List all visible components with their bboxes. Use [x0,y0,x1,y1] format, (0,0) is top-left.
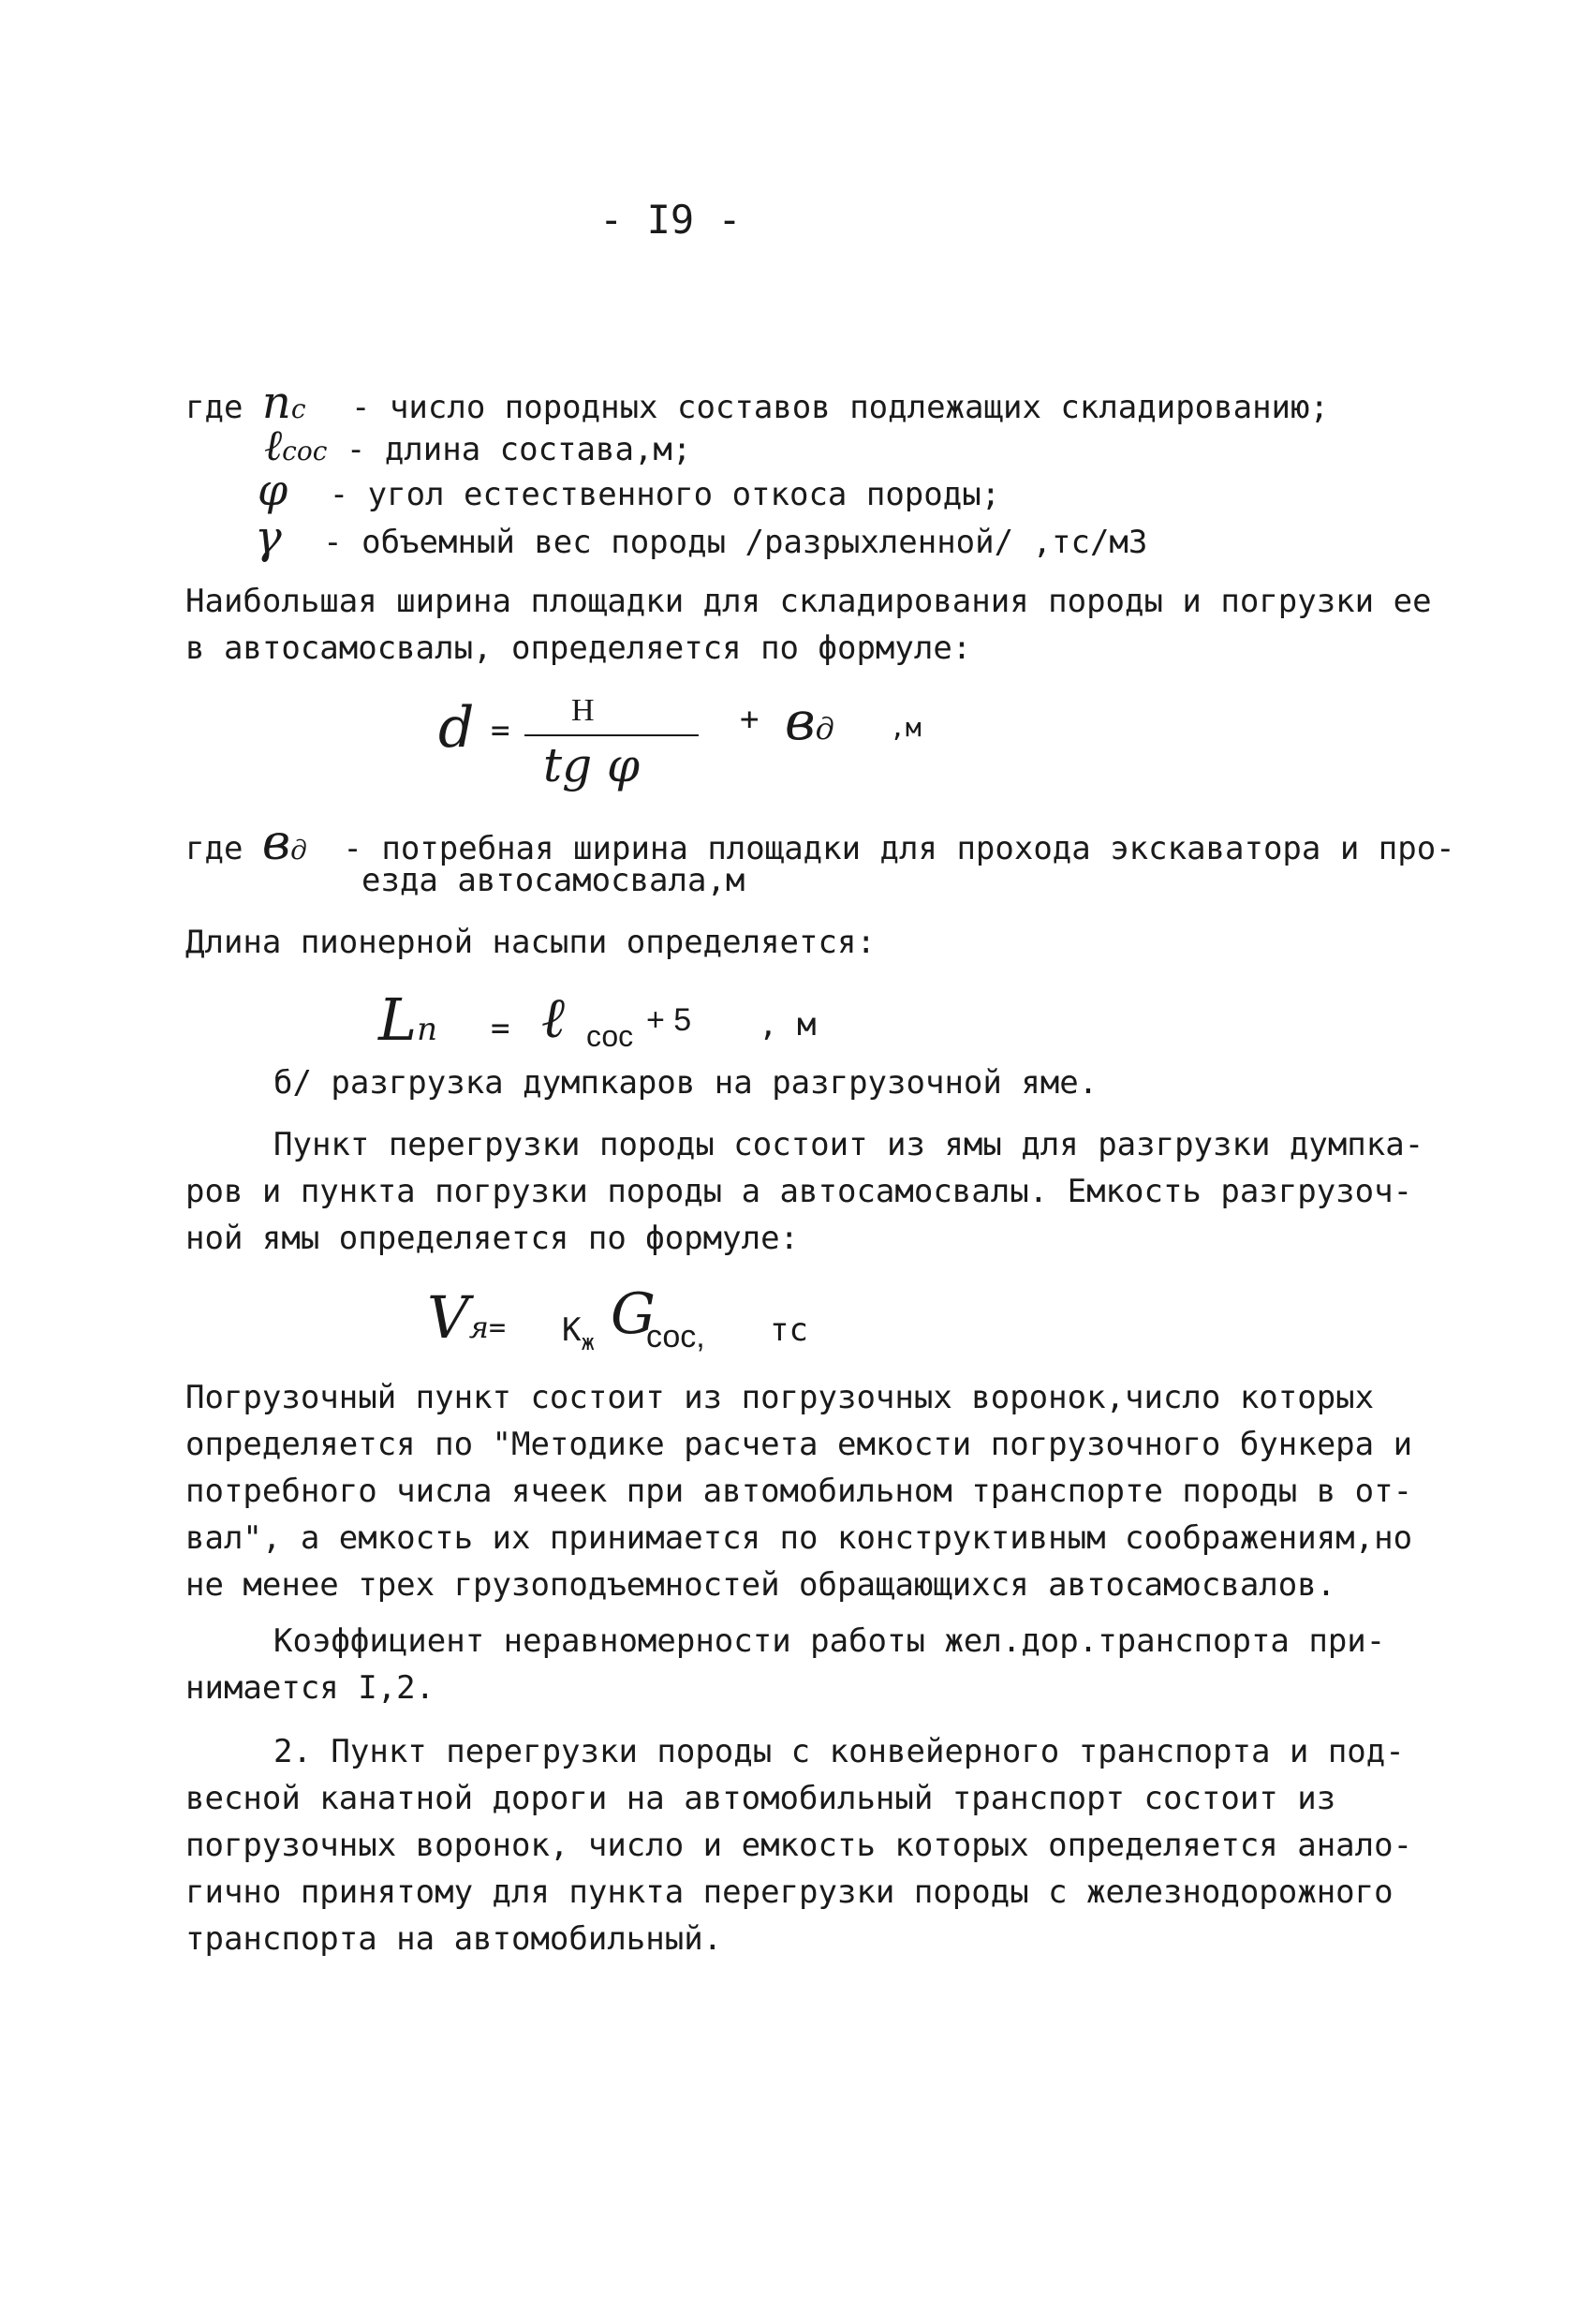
text-line: погрузочных воронок, число и емкость которых определяется анало- [185,1827,1413,1864]
where-word: где [185,389,243,426]
subscript-d: д [290,835,307,866]
text-line: Пункт перегрузки породы состоит из ямы для разгрузки думпка- [273,1126,1424,1163]
definition-gamma [255,511,1147,564]
formula-d-eq: = [491,712,510,749]
definition-l-text: - длина состава,м; [346,431,692,468]
formula-d-lhs: d [438,695,475,761]
formula-L-l: ℓ [541,985,565,1051]
formula-V-lhs: Vя [427,1283,489,1352]
definition-l [264,420,691,470]
definition-n-text: - число породных составов подлежащих складированию; [351,389,1329,426]
text-line: 2. Пункт перегрузки породы с конвейерного транспорта и под- [273,1733,1405,1770]
text-line: Длина пионерной насыпи определяется: [185,924,876,961]
definition-phi-text: - угол естественного откоса породы; [329,476,1001,513]
text-line: Наибольшая ширина площадки для складирования породы и погрузки ее [185,583,1432,620]
formula-V-eq: = [489,1311,507,1344]
text-line: в автосамосвалы, определяется по формуле: [185,629,972,667]
symbol-b: в [261,815,291,871]
formula-d-b: вд [785,691,834,752]
formula-V-g-sub: сос, [646,1319,705,1354]
formula-d-unit: ,м [890,712,922,743]
text-line: нимается I,2. [185,1669,435,1707]
formula-L-l-sub: сос [586,1019,634,1053]
text-line: весной канатной дороги на автомобильный транспорт состоит из [185,1780,1336,1817]
formula-L-eq: = [491,1010,510,1047]
definition-b-text: - потребная ширина площадки для прохода экскаватора и про- [343,830,1455,867]
symbol-l: ℓ [264,420,283,470]
symbol-phi: φ [258,465,288,515]
section-heading: б/ разгрузка думпкаров на разгрузочной яме. [273,1064,1099,1102]
where-word: где [185,830,243,867]
text-line: ной ямы определяется по формуле: [185,1220,800,1257]
formula-d-numerator: H [571,693,595,728]
formula-V-g: G [611,1281,656,1347]
symbol-n: n [261,377,291,429]
definition-gamma-text: - объемный вес породы /разрыхленной/ ,тс/м3 [323,524,1148,561]
definition-phi [258,465,1000,515]
definition-b-text-cont: езда автосамосвала,м [361,862,745,899]
formula-L-lhs: Lп [378,985,438,1054]
formula-L-unit: , м [759,1006,817,1044]
text-line: Коэффициент неравномерности работы жел.дор.транспорта при- [273,1622,1386,1660]
formula-V-unit: тс [770,1311,808,1349]
text-line: определяется по "Методике расчета емкости погрузочного бункера и [185,1426,1413,1463]
fraction-bar [524,734,699,736]
text-line: потребного числа ячеек при автомобильном транспорте породы в от- [185,1473,1413,1510]
text-line: гично принятому для пункта перегрузки породы с железнодорожного [185,1873,1394,1911]
formula-V-k: $К_ж$ [562,1311,595,1355]
subscript-soc: сос [282,436,328,466]
subscript-c: c [290,393,306,424]
formula-d-denominator: tg φ [543,738,641,792]
symbol-gamma: γ [255,511,282,564]
text-line: вал", а емкость их принимается по конструктивным соображениям,но [185,1519,1413,1557]
text-line: ров и пункта погрузки породы а автосамосвалы. Емкость разгрузоч- [185,1173,1413,1210]
page-number: - I9 - [599,197,742,243]
formula-d-plus: + [740,701,760,738]
formula-L-rest: + 5 [646,1002,692,1038]
text-line: не менее трех грузоподъемностей обращающихся автосамосвалов. [185,1566,1336,1604]
text-line: Погрузочный пункт состоит из погрузочных воронок,число которых [185,1379,1375,1416]
text-line: транспорта на автомобильный. [185,1920,723,1958]
